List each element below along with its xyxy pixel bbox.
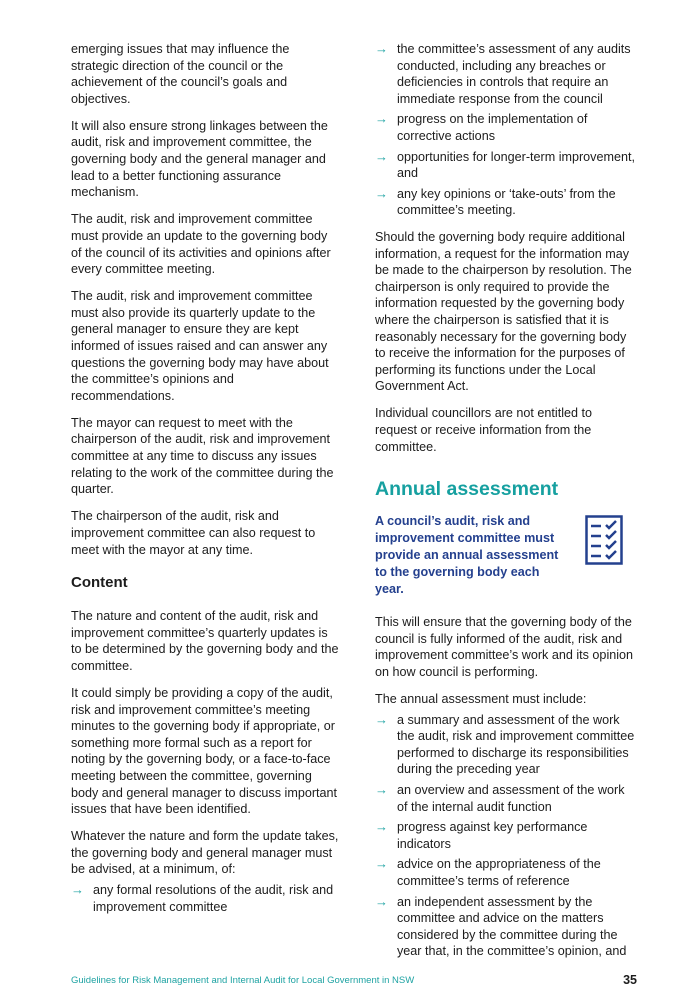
footer-document-title: Guidelines for Risk Management and Internal Audit for Local Government in NSW [71,975,415,986]
list-item [375,894,637,960]
paragraph: Whatever the nature and form the update takes, the governing body and general manager must be advised, at a minimum, of: [71,829,339,877]
paragraph: It will also ensure strong linkages between the audit, risk and improvement committee, the governing body and the general manager and lead to a better functioning assurance mechanism. [71,118,328,200]
list-item [71,882,339,915]
list-item [375,149,637,182]
paragraph: The annual assessment must include: [375,692,587,707]
list-item [375,41,637,107]
list-item-text: any formal resolutions of the audit, risk and improvement committee [93,883,334,914]
arrow-icon: → [375,856,388,872]
paragraph: emerging issues that may influence the strategic direction of the council or the achievement of the council’s goals and objectives. [71,42,290,106]
page-number: 35 [623,973,637,987]
callout-text: A council’s audit, risk and improvement committee must provide an annual assessment to the governing body each year. [375,514,559,597]
arrow-icon: → [375,148,388,164]
paragraph: The chairperson of the audit, risk and improvement committee can also request to meet with the mayor at any time. [71,509,316,557]
arrow-icon: → [375,185,388,201]
section-heading: Annual assessment [375,478,559,501]
list-item-text: an overview and assessment of the work of the internal audit function [397,783,625,814]
arrow-icon: → [375,111,388,127]
list-item [375,186,637,219]
paragraph: It could simply be providing a copy of the audit, risk and improvement committee’s meeting minutes to the governing body if appropriate, or something more formal such as a report for noting by the governing body, or a face-to-face meeting between the committee, governing body and general manager to discuss important issues that have been identified. [71,686,338,817]
bullet-list [375,41,637,219]
bullet-list [71,882,339,915]
paragraph: Individual councillors are not entitled to request or receive information from the committee. [375,406,593,454]
list-item [375,819,637,852]
paragraph: Should the governing body require additional information, a request for the information may be made to the chairperson by resolution. The chairperson is only required to provide the information requested by the governing body where the chairperson is satisfied that it is reasonably necessary for the governing body to receive the information for the purposes of performing its functions under the Local Government Act. [375,229,632,394]
paragraph: The audit, risk and improvement committee must provide an update to the governing body of the council of its activities and opinions after every committee meeting. [71,212,331,277]
list-item [375,782,637,815]
list-item-text: the committee’s assessment of any audits conducted, including any breaches or deficiencies in controls that require an immediate response from the council [397,42,631,106]
list-item-text: a summary and assessment of the work the audit, risk and improvement committee performed to discharge its responsibilities during the preceding year [397,712,635,777]
list-item-text: progress against key performance indicators [397,820,588,851]
bullet-list [375,712,637,960]
list-item-text: opportunities for longer-term improvement, and [397,149,635,181]
arrow-icon: → [375,819,388,835]
list-item-text: progress on the implementation of corrective actions [397,112,588,143]
callout [375,513,637,598]
arrow-icon: → [375,893,388,909]
list-item [375,856,637,889]
arrow-icon: → [375,711,388,727]
list-item-text: an independent assessment by the committee and advice on the matters considered by the committee during the year that, in the committee’s opinion, and [397,894,627,959]
right-column [375,41,637,970]
left-column [71,41,339,925]
list-item-text: advice on the appropriateness of the committee’s terms of reference [397,857,601,888]
paragraph: The nature and content of the audit, risk and improvement committee’s quarterly updates is to be determined by the governing body and the committee. [71,609,339,673]
list-item-text: any key opinions or ‘take-outs’ from the committee’s meeting. [397,186,616,218]
paragraph: The mayor can request to meet with the chairperson of the audit, risk and improvement committee at any time to discuss any issues relating to the work of the committee during the quarter. [71,415,334,497]
arrow-icon: → [71,882,84,898]
content-heading: Content [71,574,128,592]
list-item [375,712,637,778]
paragraph: This will ensure that the governing body of the council is fully informed of the audit, risk and improvement committee’s work and its opinion on how council is performing. [375,615,634,679]
arrow-icon: → [375,782,388,797]
arrow-icon: → [375,41,388,56]
list-item [375,111,637,144]
paragraph: The audit, risk and improvement committee must also provide its quarterly update to the general manager to ensure they are kept informed of issues raised and can answer any questions the governing body may have about the committee’s opinions and recommendations. [71,289,329,403]
checklist-icon [585,515,623,565]
